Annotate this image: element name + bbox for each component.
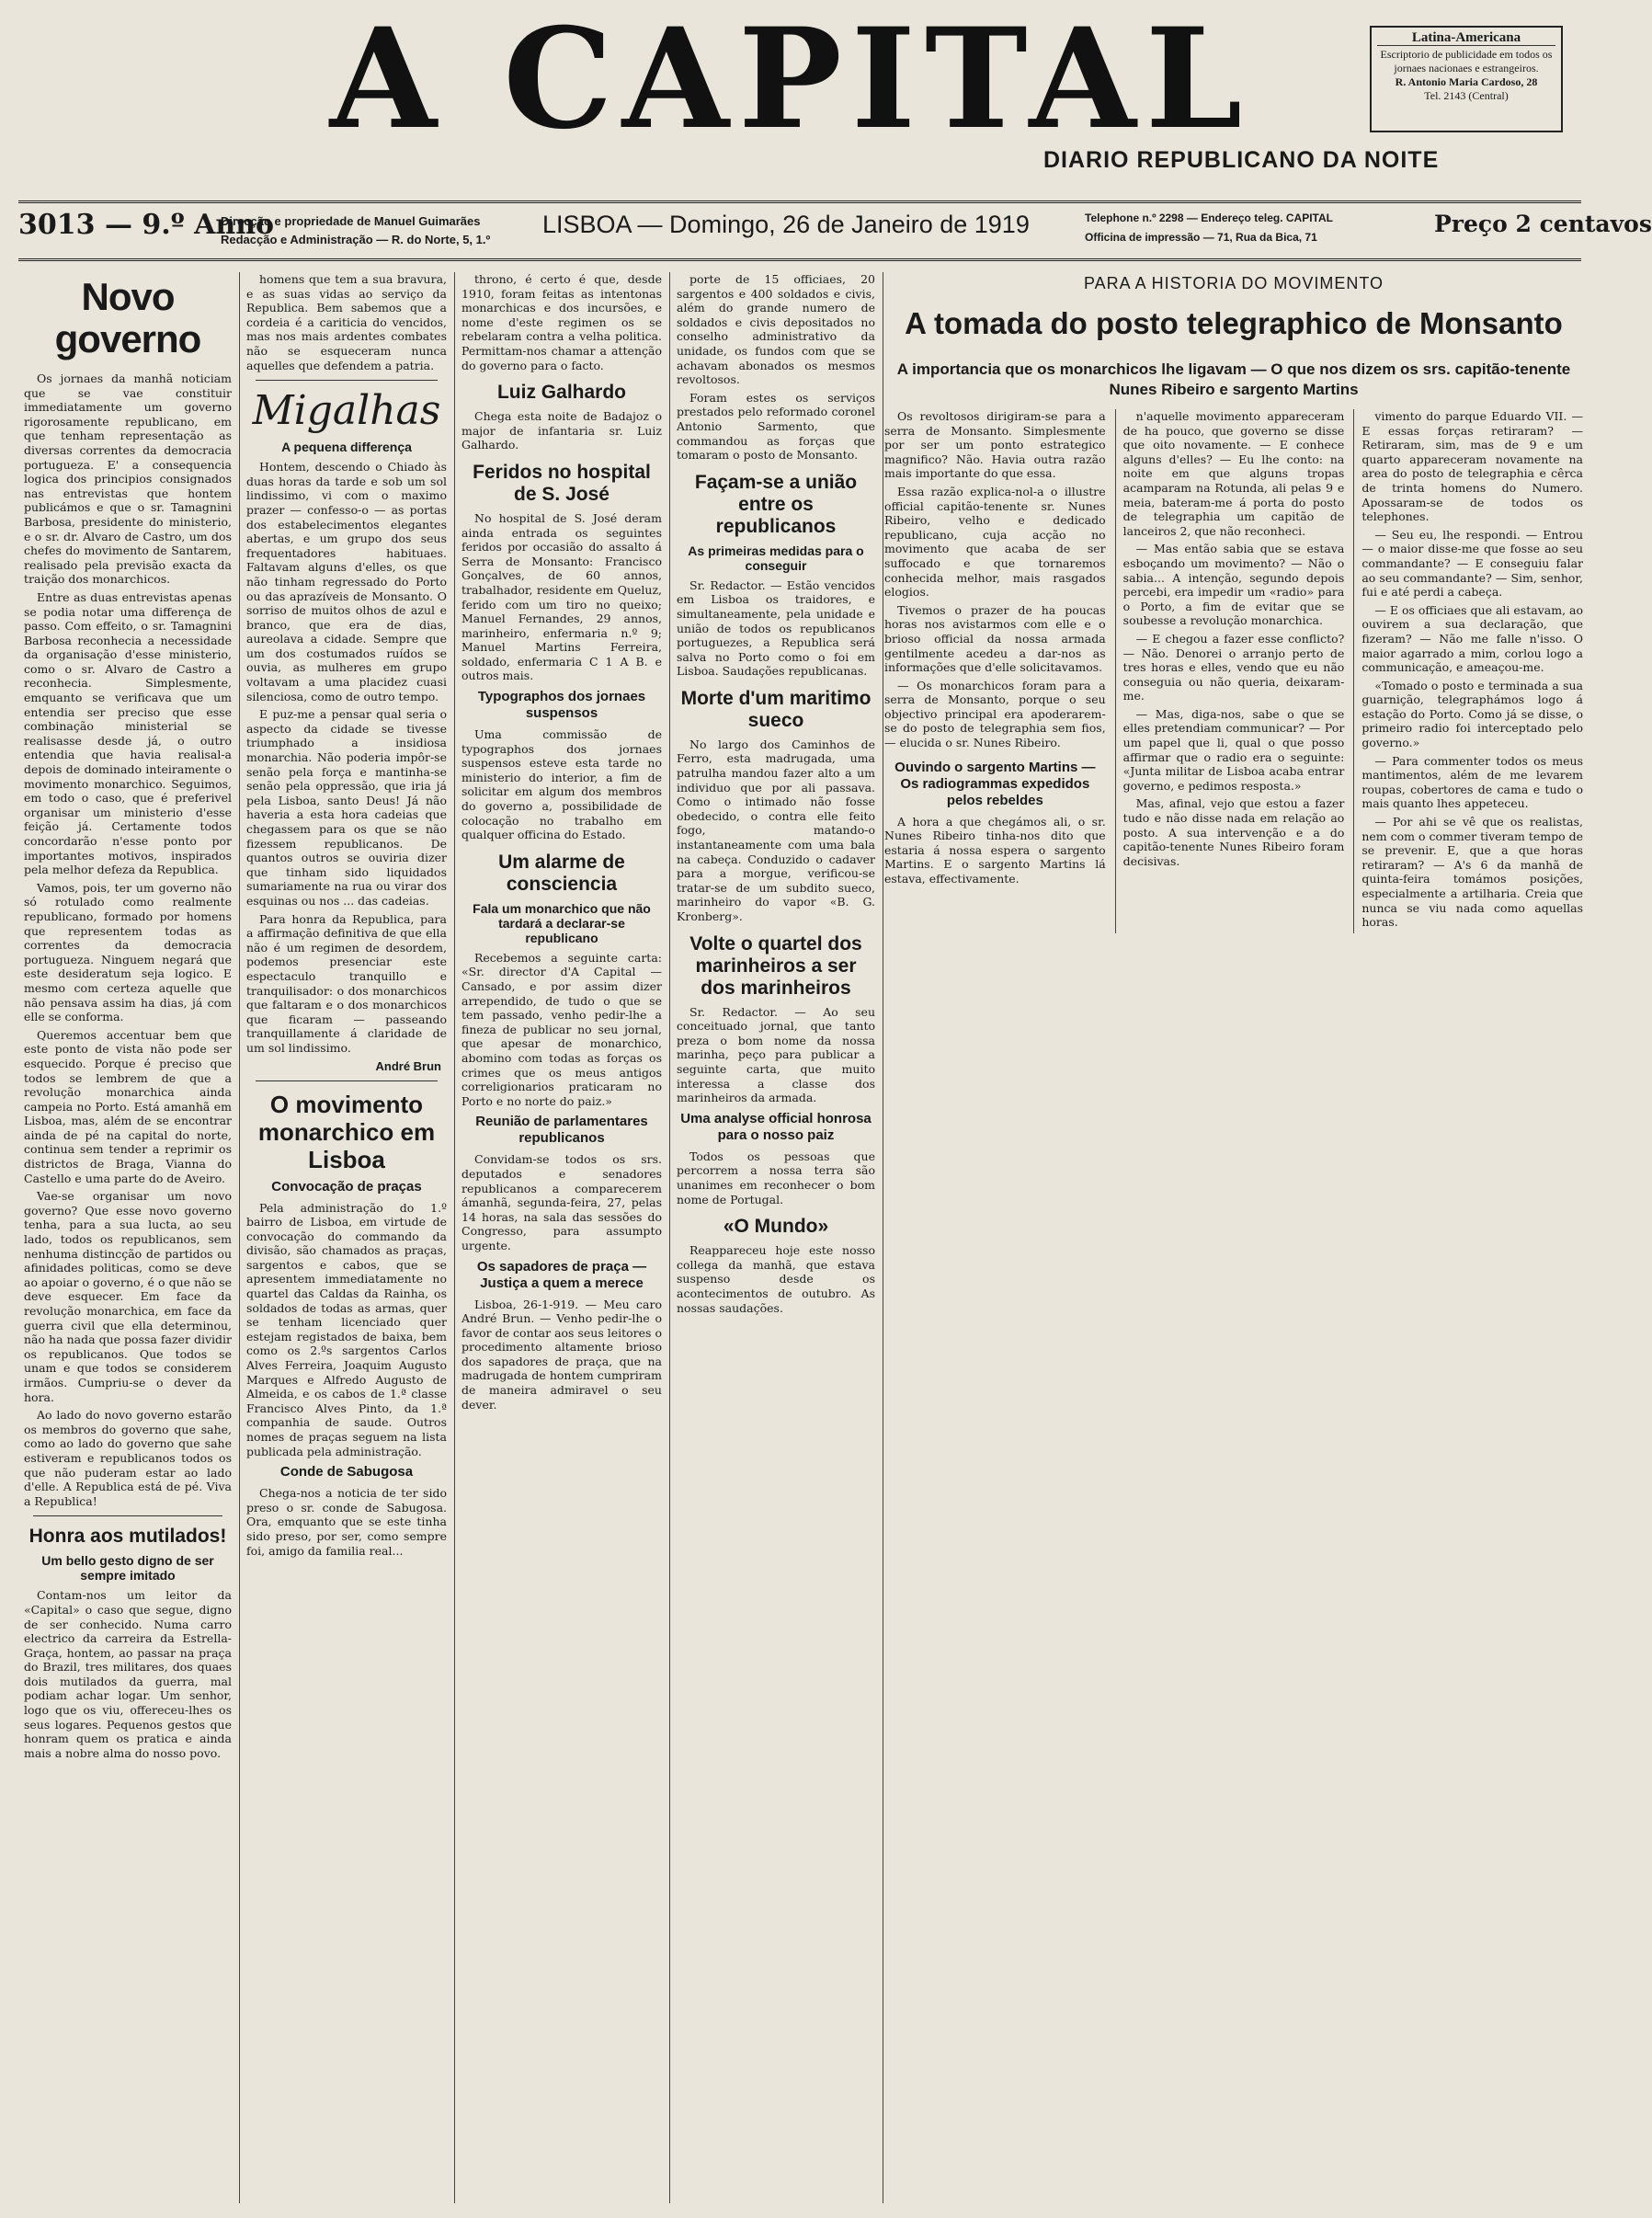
price: Preço 2 centavos [1434,211,1652,237]
subheadline: A pequena differença [281,440,412,455]
article-paragraph: Vamos, pois, ter um governo não só rotulado como realmente republicano, formado por homens que representem todas as correntes da democracia portugueza. Ninguem negará que este desideratum seja logico. E mesmo com certeza aquelle que não pensava assim ha dias, já com elle se conforma. [24,880,232,1024]
story-headline: A tomada do posto telegraphico de Monsanto [905,306,1563,340]
article-paragraph: Todos os pessoas que percorrem a nossa terra são unanimes em reconhecer o bom nome de Portugal. [677,1149,875,1206]
headline-analyse-official: Uma analyse official honrosa para o nosso paiz [680,1110,872,1143]
story-deck: A importancia que os monarchicos lhe ligavam — O que nos dizem os srs. capitão-tenente Nunes Ribeiro e sargento Martins [896,360,1571,398]
byline: André Brun [375,1058,441,1073]
headline-alarme-consciencia: Um alarme de consciencia [498,851,625,895]
story-column-1 [884,409,1106,933]
article-paragraph: Contam-nos um leitor da «Capital» o caso que segue, digno de ser conhecido. Numa carro electrico da carreira da Estrella-Graça, hontem, ao passar na praça do Brazil, tres militares, dos quaes dois mutilados da guerra, mal podiam achar logar. Um senhor, logo que os viu, offereceu-lhes os seus logares. Pequenos gestos que honram quem os pratica e ainda mais a nobre alma do nosso povo. [24,1588,232,1760]
article-paragraph: Vae-se organisar um novo governo? Que esse novo governo tenha, para a sua lucta, ao seu lado, todos os republicanos, sem nenhuma distincção de partidos ou afinidades politicas, como se deve ao apoiar o governo, é o que não se deve esquecer. Em face da revolução monarchica, em face da guerra civil que ella determinou, não ha nada que possa fazer dividir os republicanos. Que todos se unam e que todos se considerem irmãos. Cumpriu-se o dever da hora. [24,1189,232,1404]
article-paragraph: «Tomado o posto e terminada a sua guarnição, telegraphámos logo á estação do Porto. Como já se disse, o primeiro radio foi interceptado pelo governo.» [1361,678,1584,750]
column-rule [454,272,455,2203]
newspaper-title: A CAPITAL [329,0,1252,160]
ad-box-heading: Latina-Americana [1377,31,1555,46]
headline-migalhas: Migalhas [252,387,441,435]
story-column-3 [1353,409,1583,933]
article-paragraph: Tivemos o prazer de ha poucas horas nos avistarmos com elle e o brioso official da nossa armada gentilmente acedeu a dar-nos as informações que d'elle solicitavamos. [884,602,1106,675]
article-paragraph: porte de 15 officiaes, 20 sargentos e 400 soldados e civis, além do grande numero de soldados e civis depositados no conselho administrativo da unidade, os fundos com que se achavam abonados os mesmos revoltosos. [677,272,875,387]
article-paragraph: — Mas, diga-nos, sabe o que se elles pretendiam communicar? — Por um papel que li, qual o que posso affirmar que o radio era o seguinte: «Junta militar de Lisboa acaba entrar governo, e pedimos resposta.» [1122,706,1345,793]
masthead [18,0,1590,204]
headline-morte-maritimo: Morte d'um maritimo sueco [680,687,872,731]
headline-reuniao-parlamentares: Reunião de parlamentares republicanos [475,1114,648,1147]
article-paragraph: Lisboa, 26-1-919. — Meu caro André Brun. — Venho pedir-lhe o favor de contar aos seus leitores o procedimento altamente brioso dos sapadores de praça, que na madrugada de hontem cumpriram de maneira admiravel o seu dever. [461,1297,662,1412]
direction-line: Direcção e propriedade de Manuel Guimarães [221,214,481,228]
article-paragraph: — E chegou a fazer esse conflicto? — Não. Denorei o arranjo perto de tres horas e elles, vendo que eu não conseguia ou não queria, deixaram-me. [1122,631,1345,703]
article-paragraph: — Seu eu, lhe respondi. — Entrou — o maior disse-me que fosse ao seu commandante? — E conseguiu falar ao seu commandante? — Sim, senhor, fui e até perdi a cabeça. [1361,527,1584,600]
article-paragraph: homens que tem a sua bravura, e as suas vidas ao serviço da Republica. Bem sabemos que a cordeia é a cariticia do vencidos, mas nos mais ardentes combates não se esqueceram nunca aquelles que defendem a patria. [246,272,447,372]
article-paragraph: — Para commenter todos os meus mantimentos, além de me levarem roupas, cobertores de cama e tudo o mais quanto lhes appeteceu. [1361,753,1584,811]
column-rule [669,272,670,2203]
headline-movimento-monarchico: O movimento monarchico em Lisboa [257,1090,436,1173]
article-paragraph: Hontem, descendo o Chiado às duas horas da tarde e sob um sol lindissimo, vi com o maximo prazer — confesso-o — as portas dos estabelecimentos elegantes abertas, e um grupo dos seus frequentadores habituaes. Faltavam alguns d'elles, os que não tinham regressado do Porto ou das aprazíveis de Monsanto. O sorriso de muitos olhos de azul e branco, que era de dias, aureolava a cidade. Sempre que um dos costumados ruídos se ouvia, as mulheres em grupo voltavam a uma placidez cuasi silenciosa, como de outro tempo. [246,460,447,703]
story-overline: PARA A HISTORIA DO MOVIMENTO [1083,274,1384,292]
article-paragraph: Entre as duas entrevistas apenas se podia notar uma differença de passo. Com effeito, o sr. Tamagnini Barbosa reconhecia a necessidade da organisação d'esse ministerio, como o sr. Alvaro de Castro a reconhecia. Simplesmente, emquanto se verificava que um entendia ser preciso que esse combinação ministerial se realisasse desde já, o outro entendia que havia realisal-a depois de dominado inteiramente o movimento monarchico. Seguimos, em todo o caso, que é preferivel organisar um ministerio d'esse feição já. Certamente todos concordarão n'esse ponto por importantes motivos, inspirados pela melhor defeza da Republica. [24,589,232,877]
article-paragraph: — Os monarchicos foram para a serra de Monsanto, porque o seu objectivo principal era apoderarem-se do posto de telegraphia sem fios, — elucida o sr. Nunes Ribeiro. [884,678,1106,750]
newspaper-subtitle: DIARIO REPUBLICANO DA NOITE [1043,147,1440,173]
headline-convocacao-pracas: Convocação de praças [271,1178,422,1195]
article-paragraph: Reappareceu hoje este nosso collega da manhã, que estava suspenso desde os acontecimentos de outubro. As nossas saudações. [677,1243,875,1315]
issue-number: 3013 — 9.º Anno [18,209,275,241]
headline-o-mundo: «O Mundo» [723,1216,829,1238]
article-paragraph: A hora a que chegámos ali, o sr. Nunes Ribeiro tinha-nos dito que estaria á nossa espera o sargento Martins. E o sargento Martins lá estava, effectivamente. [884,814,1106,886]
article-paragraph: E puz-me a pensar qual seria o aspecto da cidade se tivesse triumphado a insidiosa monarchia. Não poderia impôr-se senão pela força e mantinha-se senão pela oppressão, que iria já pela Lisboa, santo Deus! Já não haveria a esta hora cadeias que chegassem para os que se não fizessem republicanos. De quantos outros se ouviria dizer que tinham sido liquidados sumariamente na rua ou virar dos esquinas ou nos ... das cadeias. [246,707,447,908]
subheadline: Um bello gesto digno de ser sempre imitado [41,1553,214,1583]
article-paragraph: — Por ahi se vê que os realistas, nem com o commer tiveram tempo de se prevenir. E, que a que horas retiraram? — A's 6 da manhã de quinta-feira tomámos posições, especialmente a artilharia. Creia que nunca se viu nada como aquellas horas. [1361,815,1584,930]
telephone-line: Telephone n.º 2298 — Endereço teleg. CAPITAL [1085,212,1333,224]
article-paragraph: No largo dos Caminhos de Ferro, esta madrugada, uma patrulha mandou fazer alto a um individuo que por ali passava. Como o intimado não fosse obedecido, o contra elle feito fogo, matando-o instantaneamente com uma bala na cabeça. Conduzido o cadaver para a morgue, verificou-se tratar-se de um subdito sueco, marinheiro do vapor «B. G. Kronberg». [677,737,875,923]
ad-box-phone: Tel. 2143 (Central) [1424,89,1509,102]
divider [33,1515,222,1516]
contact-info [1085,209,1333,247]
article-paragraph: Uma commissão de typographos dos jornaes suspensos esteve esta tarde no ministerio do interior, a fim de solicitar em algum dos membros do governo a, possibilidade de colocação no trabalho em qualquer officina do Estado. [461,727,662,842]
divider [256,380,438,381]
story-columns [884,409,1583,933]
article-paragraph: Recebemos a seguinte carta: «Sr. director d'A Capital — Cansado, e por assim dizer arrependido, de tudo o que se tem passado, venho pedir-lhe a fineza de publicar no seu jornal, que apesar de monarchico, abomino com todas as forças os crimes que os meus antigos correligionarios praticaram no Porto e no norte do paiz.» [461,950,662,1108]
headline-quartel-marinheiros: Volte o quartel dos marinheiros a ser dos marinheiros [689,932,862,999]
article-paragraph: Foram estes os serviços prestados pelo reformado coronel Antonio Sarmento, que commandou as forças que tomaram o posto de Monsanto. [677,390,875,463]
headline-sapadores: Os sapadores de praça — Justiça a quem a merece [476,1258,647,1291]
column-rule [239,272,240,2203]
headline-novo-governo: Novo governo [54,275,201,360]
ad-box-owner: R. Antonio Maria Cardoso, 28 [1395,75,1538,88]
article-paragraph: Queremos accentuar bem que este ponto de vista não pode ser esquecido. Porque é preciso que todos se lembrem de que a revolução monarchica ainda campeia no Porto. Está amanhã em Lisboa, mas, além de se encontrar ainda de pé na capital do norte, continua sem tender a reprimir os districtos de Braga, Vianna do Castello e uma parte do de Aveiro. [24,1027,232,1185]
story-monsanto [884,272,1583,2203]
article-paragraph: Ao lado do novo governo estarão os membros do governo que sahe, como ao lado do governo que sahe estiveram e republicanos todos os que não puderam estar ao lado d'elle. A Republica está de pé. Viva a Republica! [24,1408,232,1508]
article-paragraph: Chega esta noite de Badajoz o major de infantaria sr. Luiz Galhardo. [461,409,662,452]
date-bar [18,200,1652,261]
article-paragraph: Sr. Redactor. — Estão vencidos em Lisboa os traidores, e simultaneamente, pela unidade e união de todos os republicanos portuguezes, a Republica será salva no Porto como o foi em Lisboa. Saudações republicanas. [677,577,875,679]
article-paragraph: Pela administração do 1.º bairro de Lisboa, em virtude de convocação do commando da divisão, são chamados as praças, sargentos e cabos, que se apresentem immediatamente no quartel das Caldas da Rainha, os soldados de todas as armas, quer se tenham licenciado quer estejam registados de baixa, bem como os 2.ºs sargentos Carlos Alves Ferreira, Joaquim Augusto Marques e Alfredo Augusto de Almeida, e os cabos de 1.ª classe Francisco Alves Pinto, da 1.ª companhia de saude. Outros nomes de praças seguem na lista publicada pela administração. [246,1200,447,1458]
subheadline: Fala um monarchico que não tardará a declarar-se republicano [473,900,651,945]
article-paragraph: — E os officiaes que ali estavam, ao ouvirem a sua declaração, que fizeram? — Não me falle n'isso. O maior agarrado a mim, corlou logo a communicação, e ameaçou-me. [1361,602,1584,675]
column-4 [671,272,881,2203]
article-paragraph: Os jornaes da manhã noticiam que se vae constituir immediatamente um governo rigorosamente republicano, em que tenham representação as diversas correntes da democracia portugueza. E' a consequencia logica dos principios consignados nas entrevistas que hontem publicámos e que o sr. Tamagnini Barbosa, presidente do ministerio, e o sr. dr. Alvaro de Castro, um dos chefes do movimento de Santarem, realisado pela previsão exacta da traição dos monarchicos. [24,372,232,587]
article-paragraph: throno, é certo é que, desde 1910, foram feitas as intentonas monarchicas e dos incursões, e nome d'este regimen os se rebelaram contra a velha politica. Permittam-nos chamar a attenção do governo para o facto. [461,272,662,372]
subheadline: As primeiras medidas para o conseguir [688,543,864,573]
headline-conde-sabugosa: Conde de Sabugosa [279,1464,414,1481]
story-column-2 [1115,409,1345,933]
dateline: LISBOA — Domingo, 26 de Janeiro de 1919 [542,211,1030,238]
headline-luiz-galhardo: Luiz Galhardo [496,382,626,404]
headline-uniao-republicanos: Façam-se a união entre os republicanos [694,471,858,537]
article-paragraph: Sr. Redactor. — Ao seu conceituado jornal, que tanto preza o bom nome da nossa marinha, peço para publicar a seguinte carta, que muito interessa a classe dos marinheiros da armada. [677,1004,875,1105]
story-subheadline: Ouvindo o sargento Martins — Os radiogrammas expedidos pelos rebeldes [894,759,1096,808]
headline-feridos-hospital: Feridos no hospital de S. José [473,461,651,505]
advertising-box [1370,26,1563,132]
divider [256,1080,438,1081]
article-paragraph: Essa razão explica-nol-a o illustre official capitão-tenente sr. Nunes Ribeiro, velho e dedicado republicano, cuja acção no movimento que acaba de ser suffocado e que tornaremos conhecida melhor, mais rasgados elogios. [884,484,1106,600]
article-paragraph: Os revoltosos dirigiram-se para a serra de Monsanto. Simplesmente por ser um ponto estrategico magnifico? Não. Havia outra razão mais importante do que essa. [884,409,1106,481]
column-3 [456,272,667,2203]
column-1 [18,272,237,2203]
article-paragraph: Para honra da Republica, para a affirmação definitiva de que ella não é um regimen de desordem, podemos presenciar este espectaculo tranquillo e tranquilisador: o dos monarchicos que faltaram e o dos monarchicos que ficaram — passeando tranquillamente á claridade de um sol lindissimo. [246,911,447,1055]
article-paragraph: — Mas então sabia que se estava esboçando um movimento? — Não o sabia... A intenção, segundo depois percebi, era impedir um «radio» para o Porto, a fim de evitar que se soubesse a revolução monarchica. [1122,542,1345,628]
headline-honra-mutilados: Honra aos mutilados! [28,1526,227,1548]
article-paragraph: Convidam-se todos os srs. deputados e senadores republicanos a comparecerem ámanhã, segunda-feira, 27, pelas 14 horas, na sala das sessões do Congresso, para assumpto urgente. [461,1152,662,1252]
admin-line: Redacção e Administração — R. do Norte, 5, 1.º [221,233,491,246]
direction-info [221,212,490,249]
headline-typographos: Typographos dos jornaes suspensos [477,689,646,722]
article-paragraph: No hospital de S. José deram ainda entrada os seguintes feridos por occasião do assalto á Serra de Monsanto: Francisco Gonçalves, de 60 annos, trabalhador, residente em Queluz, ferido com um tiro no queixo; Manuel Fernandes, 29 annos, marinheiro, enfermaria n.º 9; Manuel Martins Ferreira, soldado, enfermaria C 1 A B. e outros mais. [461,510,662,683]
article-paragraph: Chega-nos a noticia de ter sido preso o sr. conde de Sabugosa. Ora, emquanto que se este tinha sido preso, por ser, como sempre foi, amigo da familia real... [246,1486,447,1558]
article-paragraph: Mas, afinal, vejo que estou a fazer tudo e não disse nada em relação ao posto. A sua intervenção e a do capitão-tenente Nunes Ribeiro foram decisivas. [1122,796,1345,868]
article-paragraph: n'aquelle movimento appareceram de ha pouco, que governo se disse que oito novamente. — E conhece alguns d'elles? — Eu lhe conto: na noite em que alguns tropas acamparam na Rotunda, ali pelas 9 e meia, bateram-me á porta do posto de telegraphia um capitão de lanceiros 2, que não reconheci. [1122,409,1345,538]
article-paragraph: vimento do parque Eduardo VII. — E essas forças retiraram? — Retiraram, sim, mas de 9 e um quarto appareceram novamente na area do posto de telegraphia e cêrca de trinta homens do Numero. Apossaram-se de todos os telephones. [1361,409,1584,524]
printing-line: Officina de impressão — 71, Rua da Bica, 71 [1085,231,1317,244]
ad-box-body: Escriptorio de publicidade em todos os jornaes nacionaes e estrangeiros. [1380,48,1553,74]
column-2 [241,272,452,2203]
